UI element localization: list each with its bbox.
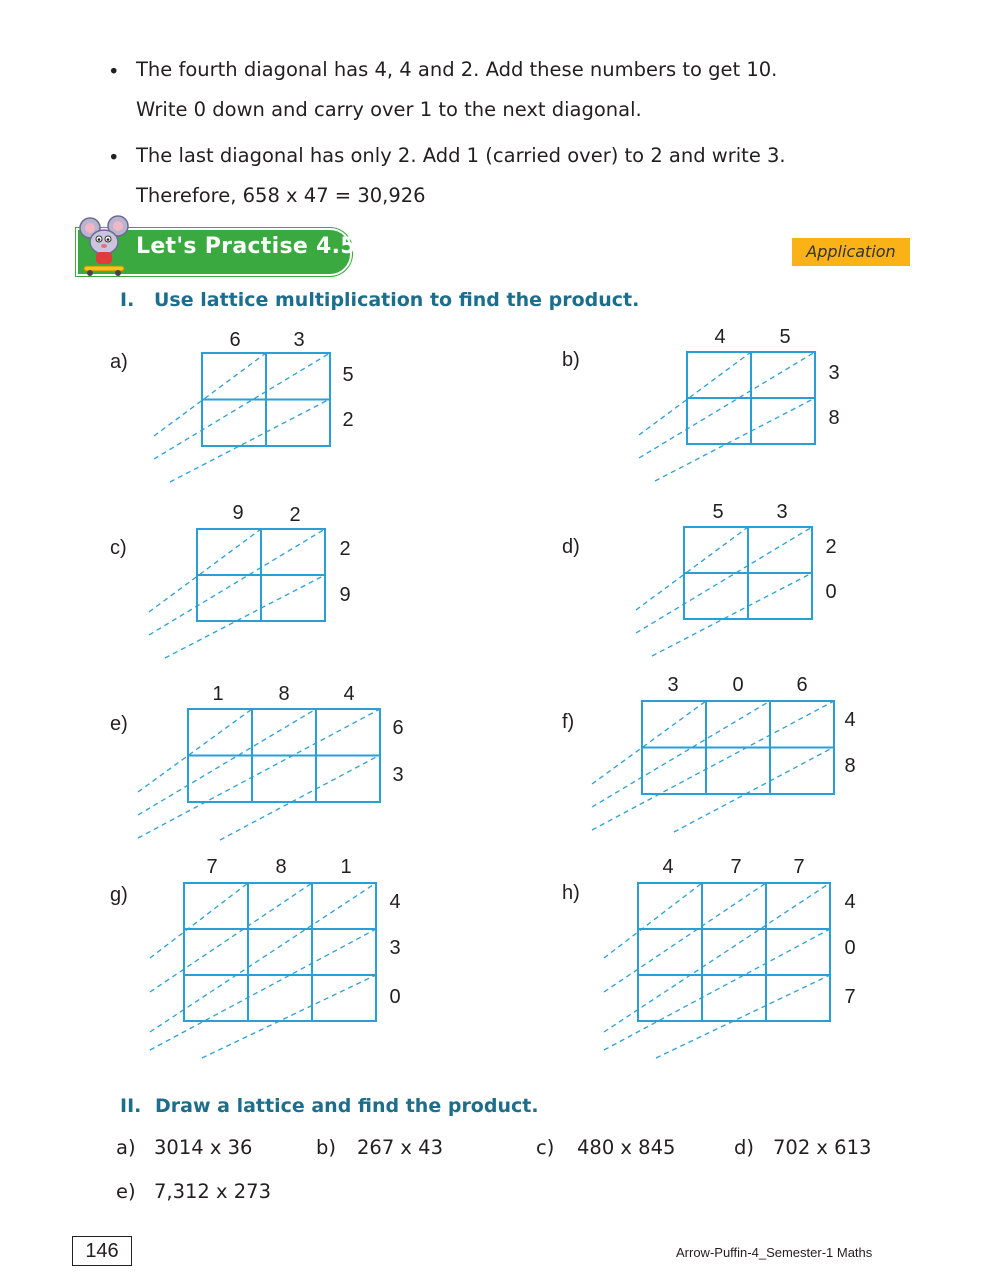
lattice-grid <box>588 700 838 836</box>
top-digit: 3 <box>293 329 305 351</box>
side-digit: 3 <box>389 937 401 959</box>
side-digit: 3 <box>828 362 840 384</box>
top-digit: 4 <box>662 856 674 878</box>
top-digit: 1 <box>340 856 352 878</box>
exercise-label: d) <box>734 1136 754 1159</box>
top-digit: 3 <box>667 674 679 696</box>
top-digit: 4 <box>343 683 355 705</box>
top-digit: 7 <box>730 856 742 878</box>
top-digit: 9 <box>232 502 244 524</box>
side-digit: 0 <box>389 986 401 1008</box>
section-number: II. <box>120 1095 142 1117</box>
lattice-grid <box>600 882 834 1062</box>
exercise-expression: 480 x 845 <box>577 1136 676 1159</box>
practice-title: Let's Practise 4.5 <box>136 234 356 259</box>
bullet-icon: • <box>108 60 120 83</box>
intro-text: The last diagonal has only 2. Add 1 (carried over) to 2 and write 3. <box>136 144 786 167</box>
side-digit: 5 <box>342 364 354 386</box>
intro-text: The fourth diagonal has 4, 4 and 2. Add these numbers to get 10. <box>136 58 778 81</box>
problem-label: e) <box>110 713 128 735</box>
lattice-grid <box>145 528 329 664</box>
side-digit: 9 <box>339 584 351 606</box>
intro-text: Therefore, 658 x 47 = 30,926 <box>136 184 426 207</box>
top-digit: 5 <box>779 326 791 348</box>
section-heading: Draw a lattice and find the product. <box>155 1095 539 1117</box>
exercise-expression: 7,312 x 273 <box>154 1180 271 1203</box>
page-number: 146 <box>72 1236 132 1266</box>
section-heading: Use lattice multiplication to find the product. <box>154 289 640 311</box>
problem-label: b) <box>562 349 580 371</box>
exercise-expression: 267 x 43 <box>357 1136 443 1159</box>
side-digit: 4 <box>844 709 856 731</box>
exercise-label: c) <box>536 1136 555 1159</box>
book-footer: Arrow-Puffin-4_Semester-1 Maths <box>676 1245 873 1260</box>
problem-label: a) <box>110 351 128 373</box>
top-digit: 8 <box>275 856 287 878</box>
side-digit: 8 <box>844 755 856 777</box>
side-digit: 3 <box>392 764 404 786</box>
top-digit: 7 <box>793 856 805 878</box>
exercise-expression: 702 x 613 <box>773 1136 872 1159</box>
section-number: I. <box>120 289 135 311</box>
top-digit: 7 <box>206 856 218 878</box>
problem-label: d) <box>562 536 580 558</box>
top-digit: 6 <box>796 674 808 696</box>
side-digit: 7 <box>844 986 856 1008</box>
top-digit: 5 <box>712 501 724 523</box>
lattice-grid <box>146 882 380 1062</box>
side-digit: 6 <box>392 717 404 739</box>
problem-label: f) <box>562 711 575 733</box>
bullet-icon: • <box>108 146 120 169</box>
intro-text: Write 0 down and carry over 1 to the next diagonal. <box>136 98 642 121</box>
side-digit: 0 <box>825 581 837 603</box>
top-digit: 2 <box>289 504 301 526</box>
application-tag: Application <box>792 238 910 266</box>
top-digit: 4 <box>714 326 726 348</box>
side-digit: 8 <box>828 407 840 429</box>
top-digit: 0 <box>732 674 744 696</box>
side-digit: 2 <box>825 536 837 558</box>
exercise-label: e) <box>116 1180 136 1203</box>
problem-label: g) <box>110 884 128 906</box>
lattice-grid <box>635 351 819 487</box>
side-digit: 4 <box>389 891 401 913</box>
mouse-on-skateboard-icon <box>74 214 138 278</box>
lattice-grid <box>150 352 334 488</box>
side-digit: 4 <box>844 891 856 913</box>
lattice-grid <box>134 708 384 844</box>
exercise-label: a) <box>116 1136 136 1159</box>
exercise-label: b) <box>316 1136 336 1159</box>
side-digit: 2 <box>339 538 351 560</box>
side-digit: 0 <box>844 937 856 959</box>
top-digit: 6 <box>229 329 241 351</box>
problem-label: h) <box>562 882 580 904</box>
lattice-grid <box>632 526 816 662</box>
problem-label: c) <box>110 537 127 559</box>
top-digit: 3 <box>776 501 788 523</box>
exercise-expression: 3014 x 36 <box>154 1136 253 1159</box>
side-digit: 2 <box>342 409 354 431</box>
top-digit: 1 <box>212 683 224 705</box>
top-digit: 8 <box>278 683 290 705</box>
